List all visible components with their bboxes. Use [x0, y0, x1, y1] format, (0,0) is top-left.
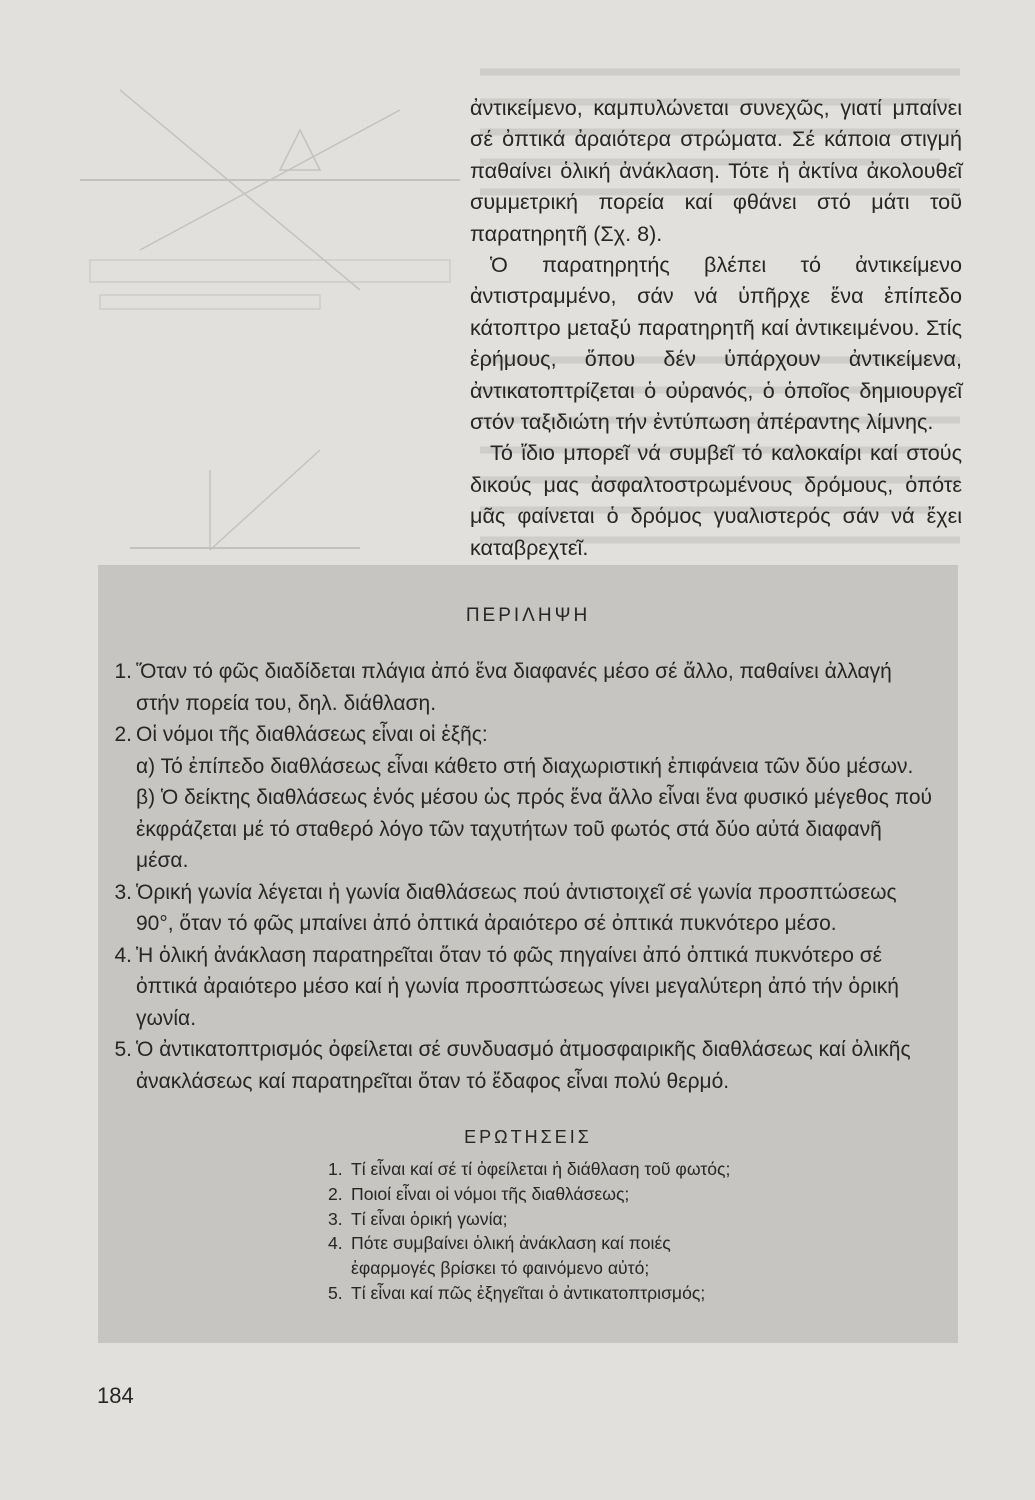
question-number: 1. [328, 1159, 343, 1179]
item-text: Ἡ ὁλική ἀνάκλαση παρατηρεῖται ὅταν τό φῶς πηγαίνει ἀπό ὀπτικά πυκνότερο σέ ὀπτικά ἀραιότερο μέσο καί ἡ γωνία προσπτώσεως γίνει μεγαλύτερη ἀπό τήν ὁρική γωνία. [136, 943, 899, 1030]
page-number: 184 [97, 1383, 134, 1408]
question-item [328, 1281, 748, 1306]
paragraph: Ὁ παρατηρητής βλέπει τό ἀντικείμενο ἀντιστραμμένο, σάν νά ὑπῆρχε ἕνα ἐπίπεδο κάτοπτρο μεταξύ παρατηρητῆ καί ἀντικειμένου. Στίς ἐρήμους, ὅπου δέν ὑπάρχουν ἀντικείμενα, ἀντικατοπτρίζεται ὁ οὐρανός, ὁ ὁποῖος δημιουργεῖ στόν ταξιδιώτη τήν ἐντύπωση ἀπέραντης λίμνης. [470, 252, 962, 435]
questions-list [328, 1157, 748, 1306]
summary-box [98, 565, 958, 1343]
question-number: 4. [328, 1233, 343, 1254]
question-item [328, 1231, 748, 1281]
questions-title: ΕΡΩΤΗΣΕΙΣ [464, 1127, 592, 1147]
item-number: 1. [114, 660, 132, 683]
paragraph: Τό ἴδιο μπορεῖ νά συμβεῖ τό καλοκαίρι καί στούς δικούς μας ἀσφαλτοστρωμένους δρόμους, ὁπότε μᾶς φαίνεται ὁ δρόμος γυαλιστερός σάν νά ἔχει καταβρεχτεῖ. [470, 440, 962, 560]
summary-subitem: α) Τό ἐπίπεδο διαθλάσεως εἶναι κάθετο στή διαχωριστική ἐπιφάνεια τῶν δύο μέσων. [136, 754, 914, 778]
question-item [328, 1182, 748, 1207]
question-text: Πότε συμβαίνει ὁλική ἀνάκλαση καί ποιές ἐφαρμογές βρίσκει τό φαινόμενο αὐτό; [351, 1233, 671, 1279]
question-text: Ποιοί εἶναι οἱ νόμοι τῆς διαθλάσεως; [351, 1183, 630, 1204]
item-text: Οἱ νόμοι τῆς διαθλάσεως εἶναι οἱ ἑξῆς: [136, 723, 488, 746]
show-through-figure [60, 70, 480, 590]
question-item [328, 1207, 748, 1232]
summary-list [98, 656, 958, 1097]
item-text: Ὁρική γωνία λέγεται ἡ γωνία διαθλάσεως πού ἀντιστοιχεῖ σέ γωνία προσπτώσεως 90°, ὅταν τό φῶς μπαίνει ἀπό ὀπτικά ἀραιότερο σέ ὀπτικά πυκνότερο μέσο. [136, 880, 897, 935]
summary-item [98, 940, 958, 1035]
summary-item [98, 1034, 958, 1097]
question-number: 2. [328, 1183, 343, 1204]
summary-title: ΠΕΡΙΛΗΨΗ [465, 605, 591, 626]
summary-subitem: β) Ὁ δείκτης διαθλάσεως ἑνός μέσου ὡς πρός ἕνα ἄλλο εἶναι ἕνα φυσικό μέγεθος πού ἐκφράζεται μέ τό σταθερό λόγο τῶν ταχυτήτων τοῦ φωτός στά δύο αὐτά διαφανῆ μέσα. [136, 786, 933, 872]
summary-item [98, 656, 958, 719]
question-number: 5. [328, 1282, 343, 1303]
item-number: 2. [114, 723, 132, 746]
question-item [328, 1157, 748, 1182]
question-text: Τί εἶναι ὁρική γωνία; [351, 1208, 508, 1229]
item-text: Ὁ ἀντικατοπτρισμός ὀφείλεται σέ συνδυασμό ἀτμοσφαιρικῆς διαθλάσεως καί ὁλικῆς ἀνακλάσεως καί παρατηρεῖται ὅταν τό ἔδαφος εἶναι πολύ θερμό. [136, 1038, 911, 1093]
item-number: 5. [114, 1038, 132, 1061]
summary-item [98, 719, 958, 751]
text-column [470, 92, 962, 563]
paragraph: ἀντικείμενο, καμπυλώνεται συνεχῶς, γιατί μπαίνει σέ ὀπτικά ἀραιότερα στρώματα. Σέ κάποια στιγμή παθαίνει ὁλική ἀνάκλαση. Τότε ἡ ἀκτίνα ἀκολουθεῖ συμμετρική πορεία καί φθάνει στό μάτι τοῦ παρατηρητῆ (Σχ. 8). [470, 95, 962, 246]
question-number: 3. [328, 1208, 343, 1229]
item-number: 3. [114, 880, 132, 904]
question-text: Τί εἶναι καί σέ τί ὀφείλεται ἡ διάθλαση τοῦ φωτός; [351, 1159, 731, 1179]
item-number: 4. [114, 943, 132, 967]
summary-item [98, 877, 958, 940]
question-text: Τί εἶναι καί πῶς ἐξηγεῖται ὁ ἀντικατοπτρισμός; [351, 1282, 706, 1303]
item-text: Ὅταν τό φῶς διαδίδεται πλάγια ἀπό ἕνα διαφανές μέσο σέ ἄλλο, παθαίνει ἀλλαγή στήν πορεία του, δηλ. διάθλαση. [136, 660, 892, 715]
